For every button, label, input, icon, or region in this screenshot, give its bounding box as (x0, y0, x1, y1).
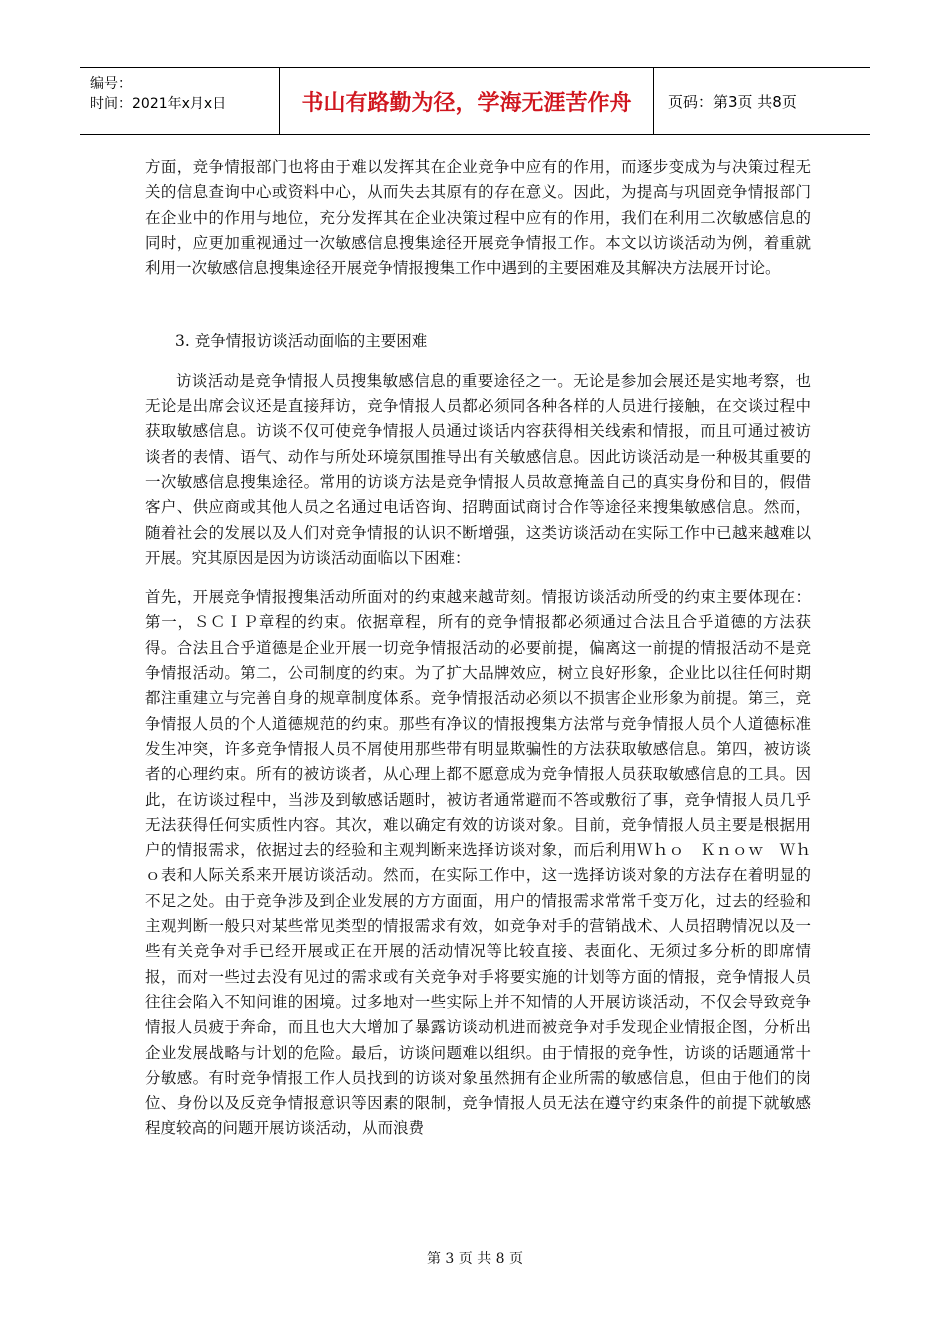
page-header (80, 67, 870, 135)
paragraph-interview: 访谈活动是竞争情报人员搜集敏感信息的重要途径之一。无论是参加会展还是实地考察，也无论是出席会议还是直接拜访，竞争情报人员都必须同各种各样的人员进行接触，在交谈过程中获取敏感信息。访谈不仅可使竞争情报人员通过谈话内容获得相关线索和情报，而且可通过被访谈者的表情、语气、动作与所处环境氛围推导出有关敏感信息。因此访谈活动是一种极其重要的一次敏感信息搜集途径。常用的访谈方法是竞争情报人员故意掩盖自己的真实身份和目的，假借客户、供应商或其他人员之名通过电话咨询、招聘面试商讨合作等途径来搜集敏感信息。然而，随着社会的发展以及人们对竞争情报的认识不断增强，这类访谈活动在实际工作中已越来越难以开展。究其原因是因为访谈活动面临以下困难： (145, 371, 811, 567)
page-footer: 第 3 页 共 8 页 (426, 1251, 524, 1267)
document-number: 编号： (90, 76, 132, 92)
header-page-info: 页码：第3页 共8页 (668, 92, 797, 111)
paragraph-difficulties: 首先，开展竞争情报搜集活动所面对的约束越来越苛刻。情报访谈活动所受的约束主要体现在：第一，ＳＣＩＰ章程的约束。依据章程，所有的竞争情报都必须通过合法且合乎道德的方法获得。合法且合乎道德是企业开展一切竞争情报活动的必要前提，偏离这一前提的情报活动不是竞争情报活动。第二，公司制度的约束。为了扩大品牌效应，树立良好形象，企业比以往任何时期都注重建立与完善自身的规章制度体系。竞争情报活动必须以不损害企业形象为前提。第三，竞争情报人员的个人道德规范的约束。那些有净议的情报搜集方法常与竞争情报人员个人道德标准发生冲突，许多竞争情报人员不屑使用那些带有明显欺骗性的方法获取敏感信息。第四，被访谈者的心理约束。所有的被访谈者，从心理上都不愿意成为竞争情报人员获取敏感信息的工具。因此，在访谈过程中，当涉及到敏感话题时，被访者通常避而不答或敷衍了事，竞争情报人员几乎无法获得任何实质性内容。其次，难以确定有效的访谈对象。目前，竞争情报人员主要是根据用户的情报需求，依据过去的经验和主观判断来选择访谈对象，而后利用Ｗｈｏ Ｋｎｏｗ Ｗｈｏ表和人际关系来开展访谈活动。然而，在实际工作中，这一选择访谈对象的方法存在着明显的不足之处。由于竞争涉及到企业发展的方方面面，用户的情报需求常常千变万化，过去的经验和主观判断一般只对某些常见类型的情报需求有效，如竞争对手的营销战术、人员招聘情况以及一些有关竞争对手已经开展或正在开展的活动情况等比较直接、表面化、无须过多分析的即席情报，而对一些过去没有见过的需求或有关竞争对手将要实施的计划等方面的情报，竞争情报人员往往会陷入不知问谁的困境。过多地对一些实际上并不知情的人开展访谈活动，不仅会导致竞争情报人员疲于奔命，而且也大大增加了暴露访谈动机进而被竞争对手发现企业情报企图，分析出企业发展战略与计划的危险。最后，访谈问题难以组织。由于情报的竞争性，访谈的话题通常十分敏感。有时竞争情报工作人员找到的访谈对象虽然拥有企业所需的敏感信息，但由于他们的岗位、身份以及反竞争情报意识等因素的限制，竞争情报人员无法在遵守约束条件的前提下就敏感程度较高的问题开展访谈活动，从而浪费 (145, 588, 811, 1138)
header-meta (80, 68, 280, 134)
paragraph-intro: 方面，竞争情报部门也将由于难以发挥其在企业竞争中应有的作用，而逐步变成为与决策过程无关的信息查询中心或资料中心，从而失去其原有的存在意义。因此，为提高与巩固竞争情报部门在企业中的作用与地位，充分发挥其在企业决策过程中应有的作用，我们在利用二次敏感信息的同时，应更加重视通过一次敏感信息搜集途径开展竞争情报工作。本文以访谈活动为例，着重就利用一次敏感信息搜集途径开展竞争情报搜集工作中遇到的主要困难及其解决方法展开讨论。 (145, 158, 811, 278)
document-body (145, 155, 811, 1142)
document-date: 时间：2021年x月x日 (90, 96, 227, 112)
header-motto: 书山有路勤为径，学海无涯苦作舟 (280, 68, 654, 134)
section-heading: 3. 竞争情报访谈活动面临的主要困难 (175, 332, 428, 351)
